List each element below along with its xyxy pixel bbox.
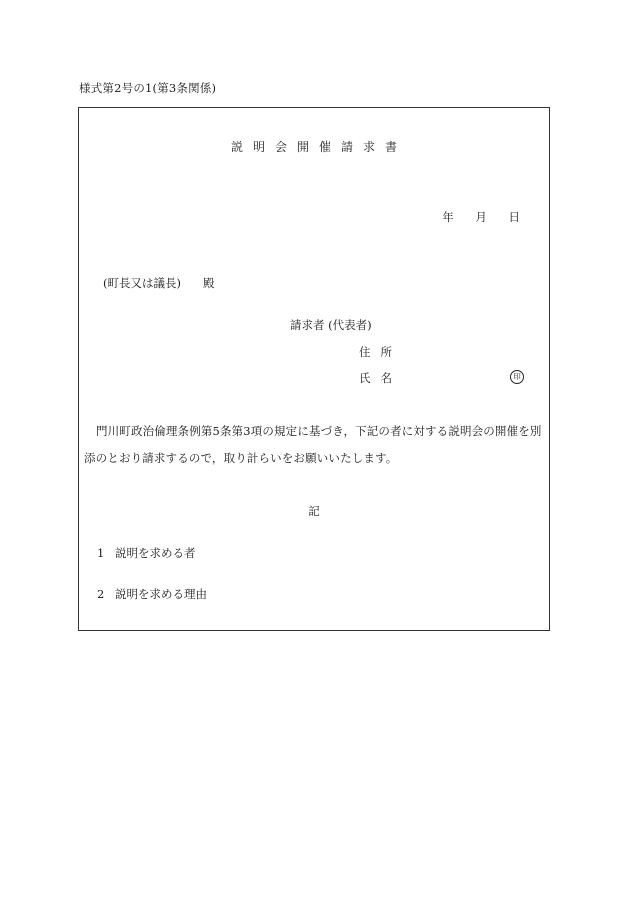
requester-label: 請求者 (代表者) (290, 318, 372, 332)
item-number: 1 (97, 546, 105, 560)
form-number: 様式第2号の1(第3条関係) (79, 81, 217, 95)
list-item (97, 545, 196, 561)
name-label: 氏名 (359, 371, 402, 385)
date-line: 年 月 日 (442, 210, 520, 224)
item-number: 2 (97, 587, 105, 601)
request-body-text: 門川町政治倫理条例第5条第3項の規定に基づき，下記の者に対する説明会の開催を別添のとおり請求するので，取り計らいをお願いいたします。 (84, 424, 542, 465)
addressee-name: (町長又は議長) (103, 276, 181, 290)
list-item (97, 586, 207, 602)
item-label: 説明を求める理由 (115, 587, 207, 601)
addressee-honorific: 殿 (202, 276, 215, 290)
item-label: 説明を求める者 (115, 546, 196, 560)
document-title: 説明会開催請求書 (230, 140, 407, 154)
seal-icon: 印 (510, 370, 524, 384)
request-form (78, 107, 550, 631)
ki-heading: 記 (308, 504, 320, 518)
addressee (103, 275, 214, 291)
address-label: 住所 (359, 345, 402, 359)
